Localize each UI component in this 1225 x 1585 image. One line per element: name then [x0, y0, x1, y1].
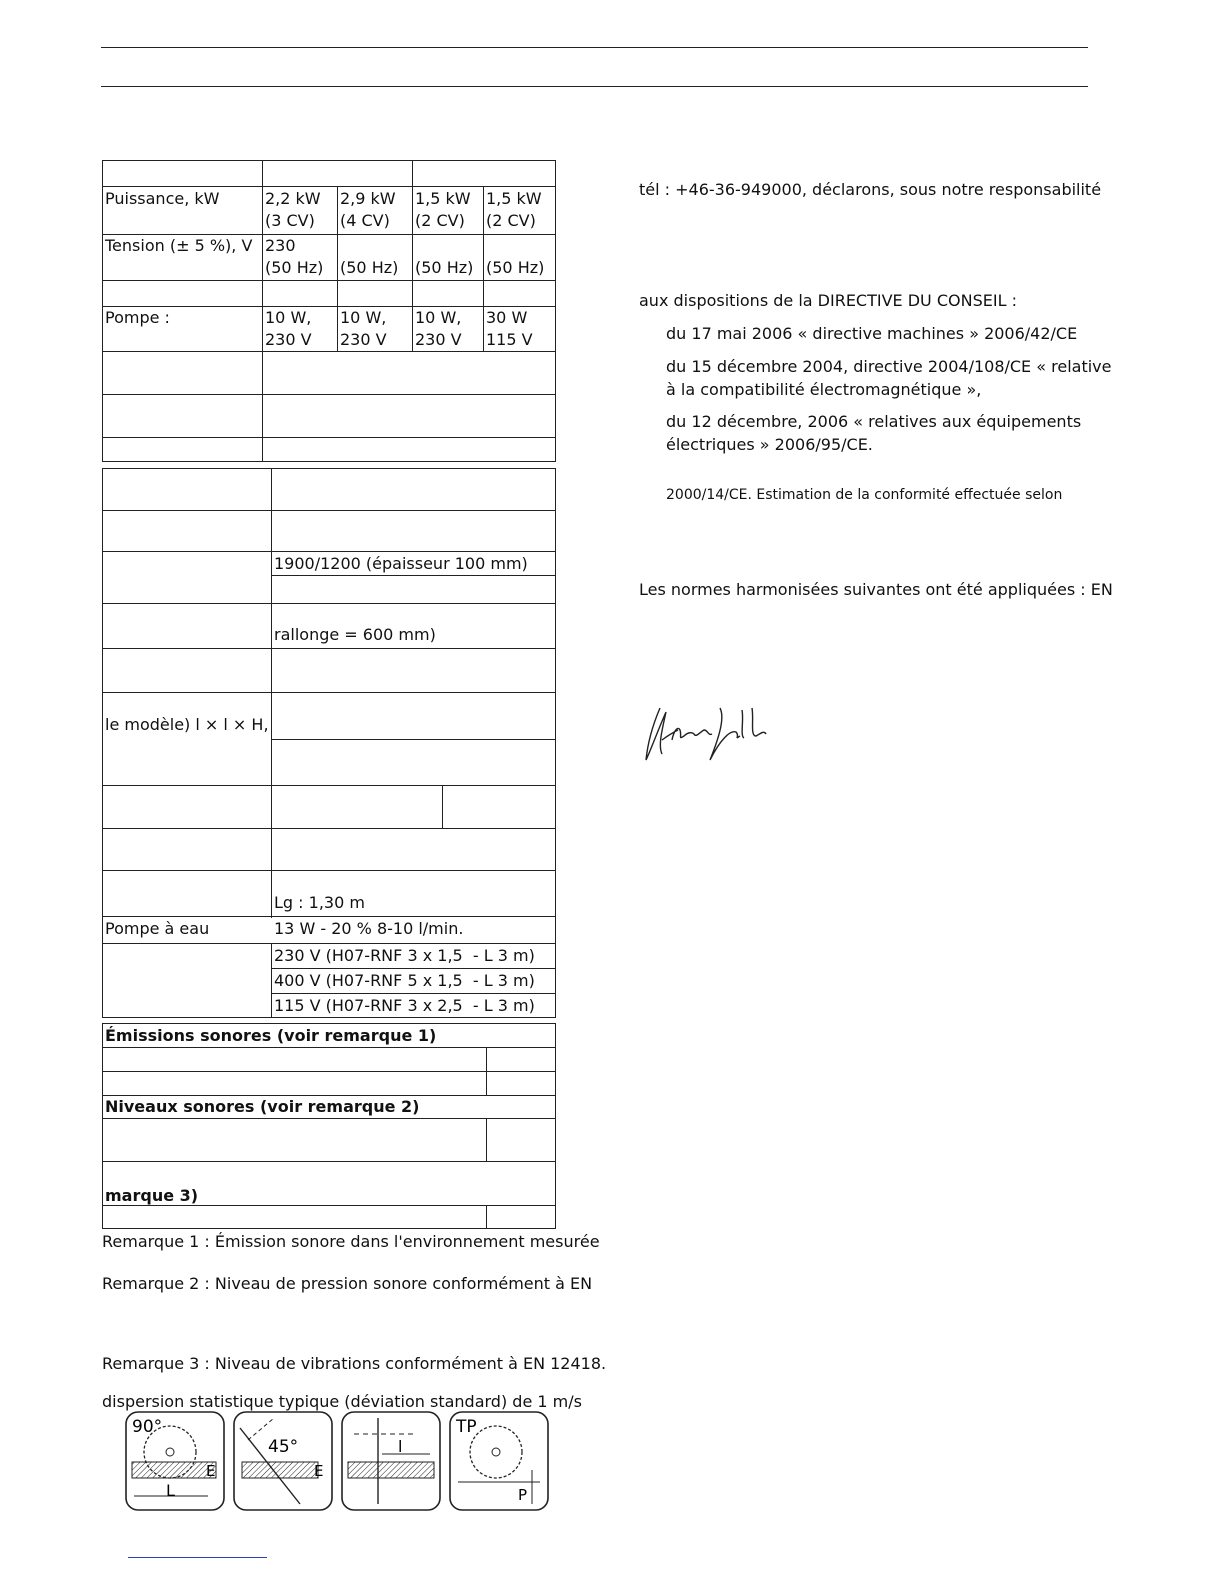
directive-emc-line1: du 15 décembre 2004, directive 2004/108/CE « relative: [666, 357, 1112, 376]
spec-voltage-4: (50 Hz): [486, 258, 545, 277]
signature: [640, 700, 790, 770]
length-value: Lg : 1,30 m: [274, 893, 365, 912]
sound-levels-heading: Niveaux sonores (voir remarque 2): [105, 1097, 420, 1116]
extension-value: rallonge = 600 mm): [274, 625, 436, 644]
icon1-angle: 90°: [132, 1417, 163, 1437]
spec-power-2: 2,9 kW (4 CV): [340, 189, 396, 230]
spec-label-voltage: Tension (± 5 %), V: [105, 236, 253, 255]
spec-pump-1: 10 W, 230 V: [265, 308, 312, 349]
sound-emissions-heading: Émissions sonores (voir remarque 1): [105, 1026, 437, 1045]
spec-power-4: 1,5 kW (2 CV): [486, 189, 542, 230]
spec-pump-3: 10 W, 230 V: [415, 308, 462, 349]
cut-90-icon: [126, 1412, 224, 1510]
water-pump-label: Pompe à eau: [105, 919, 210, 938]
icon1-l: L: [166, 1481, 175, 1500]
icon1-e: E: [206, 1462, 216, 1480]
cut-depth-value: 1900/1200 (épaisseur 100 mm): [274, 554, 528, 573]
cut-45-icon: [234, 1412, 332, 1510]
directive-intro: aux dispositions de la DIRECTIVE DU CONSEIL :: [639, 291, 1017, 310]
spec-voltage-1: 230 (50 Hz): [265, 236, 324, 277]
header-rule-top: [101, 47, 1088, 48]
directive-lvd-line1: du 12 décembre, 2006 « relatives aux équipements: [666, 412, 1082, 431]
icon2-angle: 45°: [268, 1437, 299, 1457]
icon4-p: P: [518, 1486, 528, 1504]
directive-lvd-line2: électriques » 2006/95/CE.: [666, 435, 873, 454]
spec-voltage-2: (50 Hz): [340, 258, 399, 277]
spec-pump-4: 30 W 115 V: [486, 308, 533, 349]
icon3-l: l: [398, 1437, 403, 1456]
cable-230: 230 V (H07-RNF 3 x 1,5 - L 3 m): [274, 946, 535, 965]
vibration-heading: marque 3): [105, 1186, 199, 1205]
water-pump-value: 13 W - 20 % 8-10 l/min.: [274, 919, 464, 938]
cable-400: 400 V (H07-RNF 5 x 1,5 - L 3 m): [274, 971, 535, 990]
remark-2: Remarque 2 : Niveau de pression sonore conformément à EN: [102, 1274, 593, 1293]
footer-link-underline: [128, 1557, 267, 1558]
remark-3: Remarque 3 : Niveau de vibrations conformément à EN 12418.: [102, 1354, 607, 1373]
directive-machines: du 17 mai 2006 « directive machines » 2006/42/CE: [666, 324, 1078, 343]
declaration-tel: tél : +46-36-949000, déclarons, sous notre responsabilité: [639, 180, 1102, 199]
spec-label-pump: Pompe :: [105, 308, 170, 327]
remark-1: Remarque 1 : Émission sonore dans l'environnement mesurée: [102, 1232, 600, 1251]
header-rule-bottom: [101, 86, 1088, 87]
cut-depth-icon: [342, 1412, 440, 1510]
spec-pump-2: 10 W, 230 V: [340, 308, 387, 349]
spec-power-3: 1,5 kW (2 CV): [415, 189, 471, 230]
cable-115: 115 V (H07-RNF 3 x 2,5 - L 3 m): [274, 996, 535, 1015]
spec-label-power: Puissance, kW: [105, 189, 220, 208]
remark-3-dispersion: dispersion statistique typique (déviation standard) de 1 m/s: [102, 1392, 582, 1411]
icon4-tp: TP: [456, 1417, 477, 1437]
dimensions-label: le modèle) l × l × H,: [105, 715, 269, 734]
cut-tp-icon: [450, 1412, 548, 1510]
spec-voltage-3: (50 Hz): [415, 258, 474, 277]
directive-emc-line2: à la compatibilité électromagnétique »,: [666, 380, 982, 399]
spec-power-1: 2,2 kW (3 CV): [265, 189, 321, 230]
harmonised-standards: Les normes harmonisées suivantes ont été appliquées : EN: [639, 580, 1113, 599]
noise-directive: 2000/14/CE. Estimation de la conformité effectuée selon: [666, 487, 1063, 503]
icon2-e: E: [314, 1462, 324, 1480]
cutting-icons: [124, 1410, 554, 1515]
